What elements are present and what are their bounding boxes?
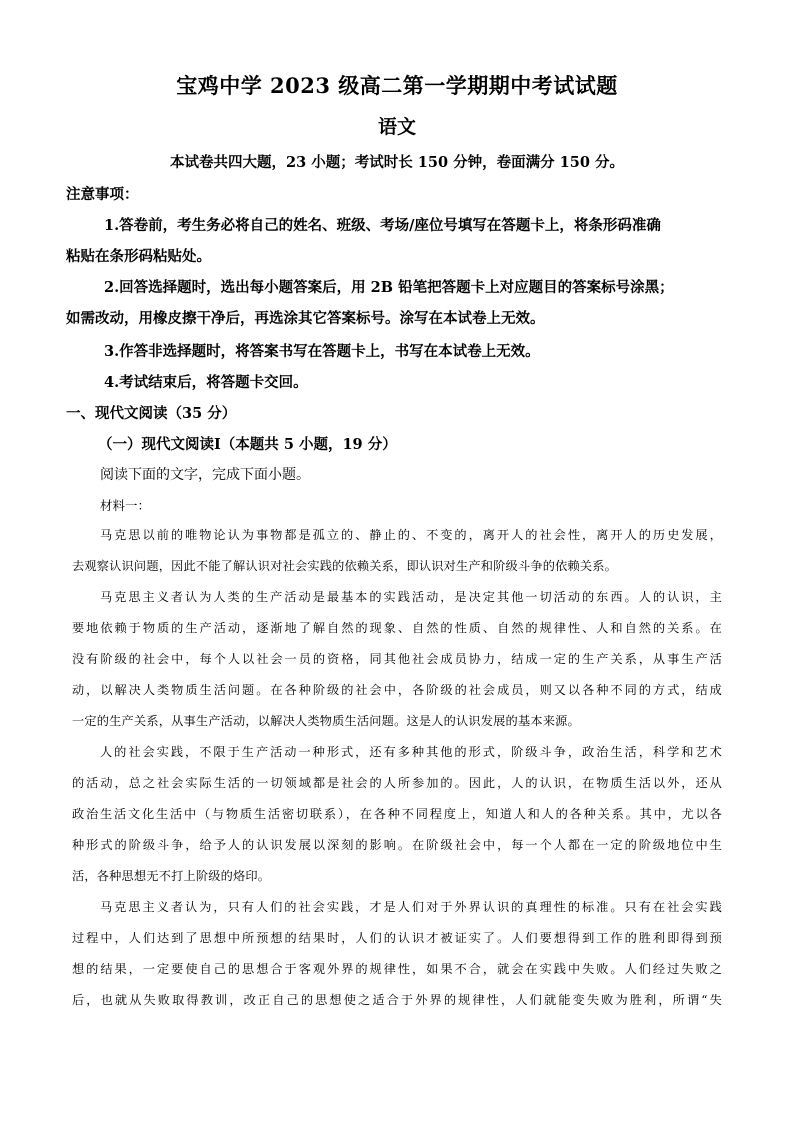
exam-title: 宝鸡中学 2023 级高二第一学期期中考试试题 xyxy=(176,73,618,98)
paragraph-line: 活，各种思想无不打上阶级的烙印。 xyxy=(72,869,271,883)
paragraph-line: 马克思主义者认为人类的生产活动是最基本的实践活动，是决定其他一切活动的东西。人的认识，主 xyxy=(100,590,722,604)
section-heading: 一、现代文阅读（35 分） xyxy=(66,405,237,422)
paragraph-line: 人的社会实践，不限于生产活动一种形式，还有多种其他的形式，阶级斗争，政治生活，科学和艺术 xyxy=(100,745,722,759)
paragraph-line: 的活动，总之社会实际生活的一切领域都是社会的人所参加的。因此，人的认识，在物质生活以外，还从 xyxy=(72,776,722,790)
subsection-heading: （一）现代文阅读Ⅰ（本题共 5 小题，19 分） xyxy=(98,436,397,453)
paragraph-4 xyxy=(72,892,722,1016)
paragraph-line: 政治生活文化生活中（与物质生活密切联系），在各种不同程度上，知道人和人的各种关系。其中，尤以各 xyxy=(72,807,722,821)
paragraph-line: 后，也就从失败取得教训，改正自己的思想使之适合于外界的规律性，人们就能变失败为胜利，所谓“失 xyxy=(72,993,722,1007)
notice-item-4: 4.考试结束后，将答题卡交回。 xyxy=(104,374,308,391)
paragraph-line: 种形式的阶级斗争，给予人的认识发展以深刻的影响。在阶级社会中，每一个人都在一定的阶级地位中生 xyxy=(72,838,722,852)
paragraph-line: 动，以解决人类物质生活问题。在各种阶级的社会中，各阶级的社会成员，则又以各种不同的方式，结成 xyxy=(72,683,722,697)
notice-item-2: 2.回答选择题时，选出每小题答案后，用 2B 铅笔把答题卡上对应题目的答案标号涂黑； xyxy=(104,279,674,296)
paragraph-2 xyxy=(72,582,722,737)
paragraph-line: 过程中，人们达到了思想中所预想的结果时，人们的认识才被证实了。人们要想得到工作的胜利即得到预 xyxy=(72,931,722,945)
paragraph-line: 想的结果，一定要使自己的思想合于客观外界的规律性，如果不合，就会在实践中失败。人们经过失败之 xyxy=(72,962,722,976)
paragraph-3 xyxy=(72,737,722,892)
paragraph-1 xyxy=(72,520,722,582)
paragraph-line: 马克思主义者认为，只有人们的社会实践，才是人们对于外界认识的真理性的标准。只有在社会实践 xyxy=(100,900,722,914)
paragraph-line: 没有阶级的社会中，每个人以社会一员的资格，同其他社会成员协力，结成一定的生产关系，从事生产活 xyxy=(72,652,722,666)
subject-title: 语文 xyxy=(377,116,416,138)
notice-item-3: 3.作答非选择题时，将答案书写在答题卡上，书写在本试卷上无效。 xyxy=(104,343,540,360)
paragraph-line: 要地依赖于物质的生产活动，逐渐地了解自然的现象、自然的性质、自然的规律性、人和自然的关系。在 xyxy=(72,621,722,635)
paragraph-line: 去观察认识问题，因此不能了解认识对社会实践的依赖关系，即认识对生产和阶级斗争的依赖关系。 xyxy=(72,559,618,573)
paragraph-line: 马克思以前的唯物论认为事物都是孤立的、静止的、不变的，离开人的社会性，离开人的历史发展， xyxy=(100,528,722,542)
notice-item-1-cont: 粘贴在条形码粘贴处。 xyxy=(66,248,211,265)
exam-info: 本试卷共四大题，23 小题；考试时长 150 分钟，卷面满分 150 分。 xyxy=(170,154,624,171)
material-label: 材料一： xyxy=(100,499,151,513)
notice-item-1: 1.答卷前，考生务必将自己的姓名、班级、考场/座位号填写在答题卡上，将条形码准确 xyxy=(104,217,661,234)
reading-instruction: 阅读下面的文字，完成下面小题。 xyxy=(100,468,310,483)
notice-heading: 注意事项： xyxy=(66,186,139,203)
paragraph-line: 一定的生产关系，从事生产活动，以解决人类物质生活问题。这是人的认识发展的基本来源。 xyxy=(72,714,580,728)
notice-item-2-cont: 如需改动，用橡皮擦干净后，再选涂其它答案标号。涂写在本试卷上无效。 xyxy=(66,310,545,327)
